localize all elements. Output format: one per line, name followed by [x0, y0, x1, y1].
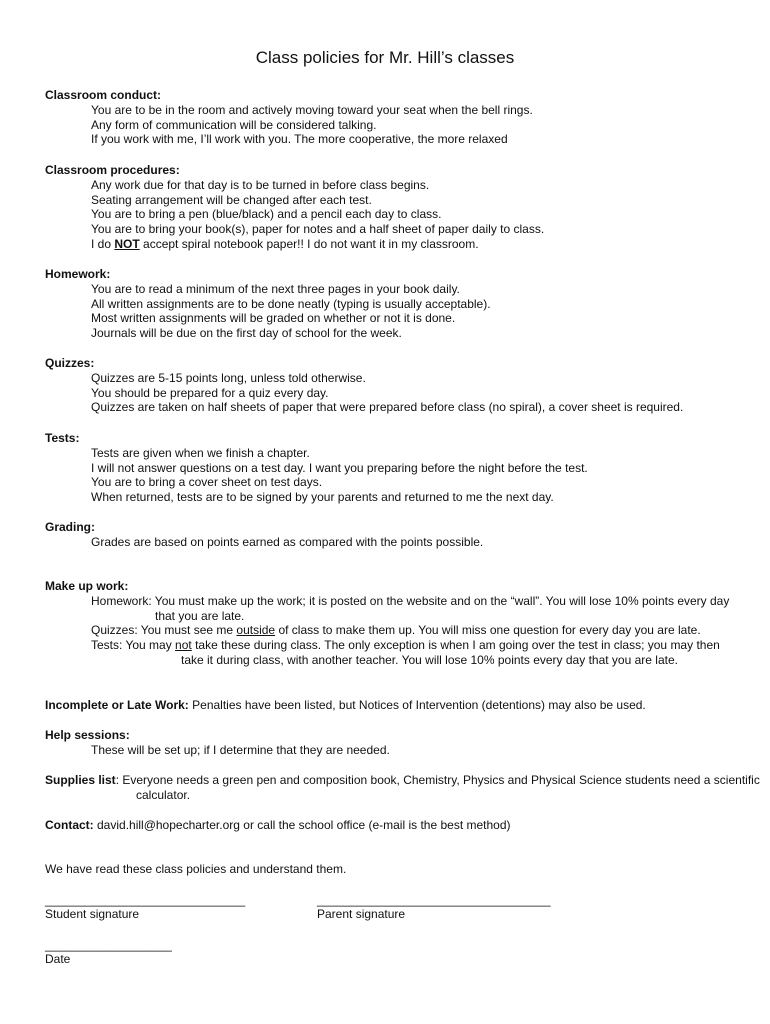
text-fragment: take these during class. The only exception is when I am going over the test in class; you may then take it during class, with another teacher. You will lose 10% points every day that you are late. [181, 638, 720, 667]
section-help-sessions [45, 728, 745, 758]
section-late-work [45, 698, 745, 713]
list-item: Any work due for that day is to be turned in before class begins. [91, 177, 430, 192]
list-item: If you work with me, I’ll work with you. The more cooperative, the more relaxed [91, 132, 508, 147]
section-contact [45, 818, 745, 833]
section-supplies [45, 773, 770, 803]
makeup-quizzes [45, 623, 745, 638]
section-heading: Supplies list [45, 773, 116, 787]
date-line: ___________________ [45, 938, 172, 952]
list-item: All written assignments are to be done neatly (typing is usually acceptable). [91, 296, 491, 311]
section-quizzes [45, 356, 745, 415]
list-item: You are to read a minimum of the next three pages in your book daily. [91, 281, 460, 296]
list-item: Any form of communication will be considered talking. [91, 117, 377, 132]
section-heading: Contact: [45, 818, 94, 832]
list-item: Seating arrangement will be changed after each test. [91, 192, 372, 207]
makeup-homework: Homework: You must make up the work; it is posted on the website and on the “wall”. You will lose 10% points every day that you are late. [91, 593, 730, 623]
list-item: These will be set up; if I determine that they are needed. [91, 742, 390, 757]
list-item: Most written assignments will be graded on whether or not it is done. [91, 311, 456, 326]
list-item: I will not answer questions on a test day. I want you preparing before the night before the test. [91, 460, 588, 475]
list-item: You are to bring your book(s), paper for notes and a half sheet of paper daily to class. [91, 222, 545, 237]
parent-signature-line: ___________________________________ [317, 893, 551, 907]
text-fragment: Quizzes: You must see me [91, 623, 237, 638]
parent-signature-label: Parent signature [317, 907, 406, 921]
list-item: You should be prepared for a quiz every day. [91, 385, 329, 400]
section-heading: Tests: [45, 431, 80, 445]
text-fragment: accept spiral notebook paper!! I do not want it in my classroom. [139, 236, 479, 251]
section-heading: Incomplete or Late Work: [45, 698, 189, 712]
list-item: Grades are based on points earned as compared with the points possible. [91, 534, 484, 549]
page-title: Class policies for Mr. Hill’s classes [255, 48, 515, 67]
section-heading: Help sessions: [45, 728, 130, 742]
list-item: You are to bring a cover sheet on test days. [91, 475, 323, 490]
acknowledgement: We have read these class policies and understand them. [45, 862, 347, 876]
section-heading: Grading: [45, 520, 95, 534]
section-heading: Homework: [45, 267, 111, 281]
list-item: Journals will be due on the first day of school for the week. [91, 326, 402, 341]
section-classroom-procedures [45, 163, 745, 252]
student-signature-line: ______________________________ [45, 893, 246, 907]
section-homework [45, 267, 745, 341]
list-item [45, 237, 745, 252]
section-classroom-conduct [45, 88, 745, 147]
section-heading: Classroom conduct: [45, 88, 162, 102]
section-text: Penalties have been listed, but Notices of Intervention (detentions) may also be used. [188, 698, 646, 712]
section-heading: Classroom procedures: [45, 163, 180, 177]
text-fragment: Tests: You may [91, 638, 176, 653]
emphasis-not: not [175, 638, 192, 653]
text-fragment: of class to make them up. You will miss one question for every day you are late. [275, 623, 701, 638]
text-fragment: I do [91, 236, 115, 251]
section-tests [45, 431, 745, 505]
list-item: You are to be in the room and actively moving toward your seat when the bell rings. [91, 102, 533, 117]
section-grading [45, 520, 745, 550]
list-item: When returned, tests are to be signed by your parents and returned to me the next day. [91, 490, 554, 505]
student-signature-label: Student signature [45, 907, 140, 921]
emphasis-not: NOT [114, 236, 140, 251]
date-label: Date [45, 952, 71, 966]
list-item: Quizzes are 5-15 points long, unless told otherwise. [91, 370, 366, 385]
section-make-up-work [45, 579, 745, 668]
list-item: You are to bring a pen (blue/black) and a pencil each day to class. [91, 207, 442, 222]
section-heading: Quizzes: [45, 356, 95, 370]
section-text: : Everyone needs a green pen and composition book, Chemistry, Physics and Physical Science students need a scientific calculator. [115, 773, 760, 802]
section-heading: Make up work: [45, 579, 129, 593]
list-item: Quizzes are taken on half sheets of paper that were prepared before class (no spiral), a cover sheet is required. [91, 400, 684, 415]
list-item: Tests are given when we finish a chapter. [91, 445, 310, 460]
contact-text: david.hill@hopecharter.org or call the school office (e-mail is the best method) [93, 818, 511, 832]
makeup-tests [45, 638, 745, 668]
emphasis-outside: outside [236, 623, 276, 638]
